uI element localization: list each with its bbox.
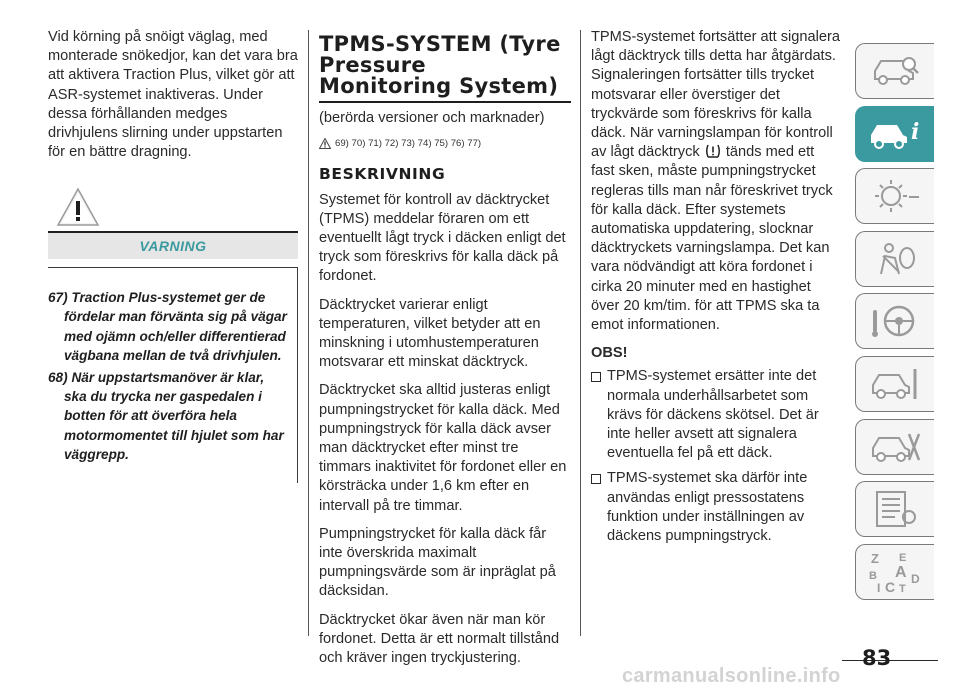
- sidebar-tab-safety[interactable]: [855, 231, 934, 287]
- index-letter: E: [899, 551, 907, 564]
- column-left: [48, 28, 298, 162]
- paragraph: Däcktrycket ska alltid justeras enligt pumpningstrycket för kalla däck. Med pumpningstryck för kalla däck avser man däcktrycket efter minst tre timmars inaktivitet för fordonet eller en körsträcka under 1,6 km efter en intervall på tre timmar.: [319, 382, 567, 514]
- intro-paragraph: Vid körning på snöigt väglag, med monterade snökedjor, kan det vara bra att aktivera Traction Plus, vilket gör att ASR-systemet inaktiveras. Under dessa förhållanden medges drivhjulens slirning under uppstarten för en bättre dragning.: [48, 29, 298, 161]
- chapter-sidebar: [855, 43, 935, 606]
- watermark: carmanualsonline.info: [622, 665, 841, 687]
- title-rule: [319, 101, 571, 103]
- obs-label: OBS!: [591, 345, 628, 362]
- paragraph: Systemet för kontroll av däcktrycket (TPMS) meddelar föraren om ett eventuellt lågt tryck i däcken enligt det tryck som föreskrivs för kalla däck på fordonet.: [319, 191, 566, 285]
- list-item: TPMS-systemet ska därför inte användas enligt pressostatens funktion under inställningen av däckens pumpningstryck.: [591, 469, 841, 546]
- column-divider: [580, 30, 581, 636]
- small-warning-icon: [319, 138, 331, 149]
- paragraph: Pumpningstrycket för kalla däck får inte överskrida maximalt pumpningsvärde som är inpräglat på däcksidan.: [319, 525, 556, 600]
- sidebar-tab-specs[interactable]: [855, 481, 934, 537]
- sidebar-tab-driving[interactable]: [855, 293, 934, 349]
- car-service-icon: [869, 428, 921, 466]
- index-letter: A: [895, 563, 907, 581]
- svg-text:i: i: [911, 118, 920, 145]
- paragraph: Däcktrycket ökar även när man kör fordonet. Detta är ett normalt tillstånd och kräver ingen tryckjustering.: [319, 611, 560, 667]
- warning-light-icon: [869, 177, 921, 215]
- warning-header: VARNING: [48, 231, 298, 259]
- seat-airbag-icon: [869, 240, 921, 278]
- section-heading: BESKRIVNING: [319, 165, 446, 184]
- warning-references: 69) 70) 71) 72) 73) 74) 75) 76) 77): [319, 134, 571, 153]
- index-letter: I: [877, 580, 881, 595]
- index-letter: C: [885, 578, 896, 595]
- index-letter: T: [899, 582, 906, 595]
- sidebar-tab-warning-lights[interactable]: [855, 168, 934, 224]
- checkbox-bullet-icon: [591, 367, 607, 463]
- index-letter: Z: [871, 550, 879, 566]
- specs-list-icon: [869, 489, 921, 529]
- sidebar-tab-index[interactable]: [855, 544, 934, 600]
- paragraph: TPMS-systemet fortsätter att signalera lågt däcktryck tills detta har åtgärdats. Signaleringen fortsätter tills trycket motsvarar eller överstiger det tryckvärde som föreskrivs för kalla däck. När varningslampan för kontroll av lågt däcktryck tänds med ett fast sken, måste pumpningstrycket regleras tills man når föreskrivet tryck för kalla däck. Efter systemets automatiska uppdatering, slocknar däcktryckets varningslampa. Det kan vara nödvändigt att köra fordonet i cirka 20 minuter med en hastighet över 20 km/tim. för att TPMS ska ta emot informationen.: [591, 29, 840, 334]
- car-emergency-icon: [869, 365, 921, 403]
- paragraph: Däcktrycket varierar enligt temperaturen, vilket betyder att en minskning i utomhustemperaturen motsvarar ett minskat däcktryck.: [319, 296, 541, 371]
- index-letter: B: [869, 569, 877, 582]
- tire-pressure-warning-icon: [705, 144, 721, 158]
- sidebar-tab-emergency[interactable]: [855, 356, 934, 412]
- alphabet-index-icon: [865, 549, 925, 595]
- column-middle: [319, 28, 571, 677]
- section-title: TPMS-SYSTEM (Tyre Pressure Monitoring System): [319, 32, 561, 98]
- column-right: [591, 28, 841, 552]
- warning-triangle-icon: [56, 187, 100, 227]
- car-info-icon: [867, 115, 923, 153]
- sidebar-tab-car-info[interactable]: [855, 106, 934, 162]
- warning-item-67: 67) Traction Plus-systemet ger de fördelar man förvänta sig på vägar med ojämn och/eller differentierad vägbana mellan de två drivhjulen.: [48, 290, 287, 364]
- warning-block: [48, 187, 298, 483]
- column-divider: [308, 30, 309, 636]
- steering-wheel-icon: [869, 302, 921, 340]
- car-search-icon: [869, 53, 921, 89]
- sidebar-tab-service[interactable]: [855, 419, 934, 475]
- warning-item-68: 68) När uppstartsmanöver är klar, ska du trycka ner gaspedalen i botten för att överföra hela motormomentet till hjulet som har väggrepp.: [48, 369, 284, 463]
- checkbox-bullet-icon: [591, 469, 607, 546]
- index-letter: D: [911, 571, 920, 586]
- page-number: 83: [862, 646, 892, 670]
- list-item: TPMS-systemet ersätter inte det normala underhållsarbetet som krävs för däckens skötsel. Det är inte heller avsett att signalera eventuella fel på ett däck.: [591, 367, 841, 463]
- subtitle: (berörda versioner och marknader): [319, 110, 545, 126]
- warning-content: [48, 267, 298, 483]
- sidebar-tab-car-search[interactable]: [855, 43, 934, 99]
